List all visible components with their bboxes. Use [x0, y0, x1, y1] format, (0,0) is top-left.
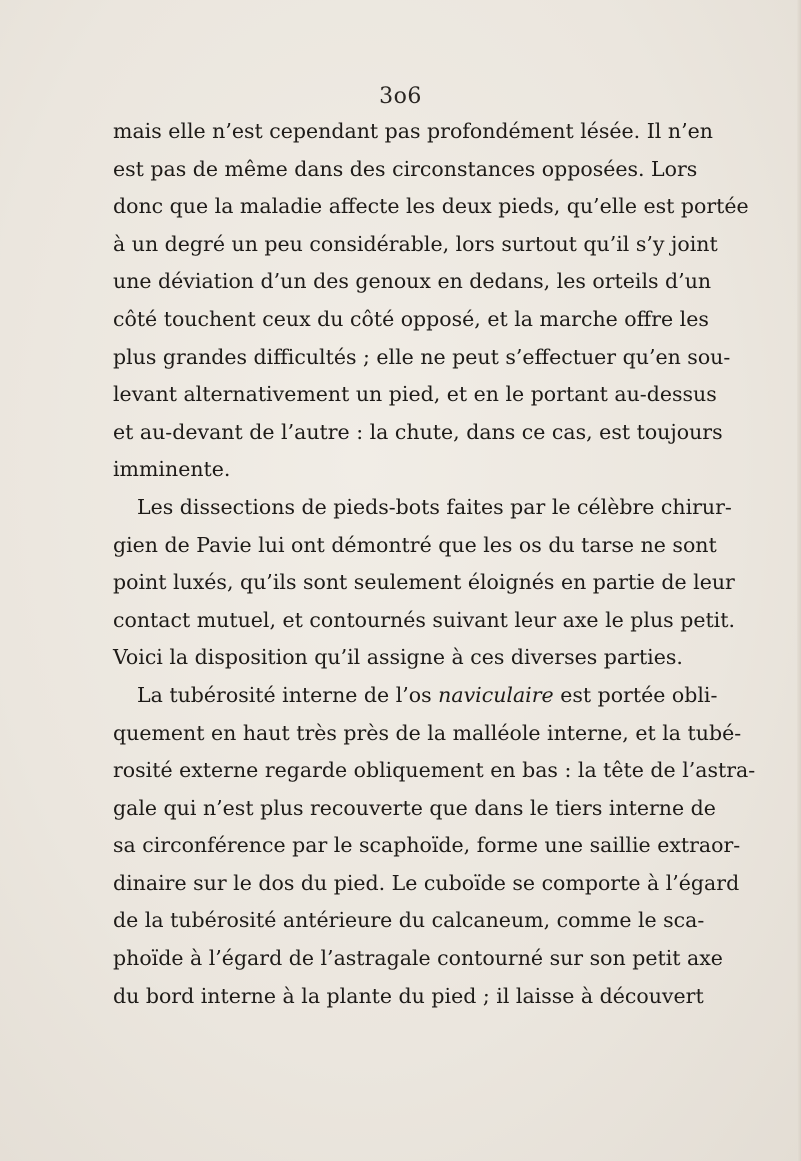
paragraph-2 [113, 489, 735, 677]
text-line: sa circonférence par le scaphoïde, forme une saillie extraor- [113, 833, 741, 858]
text-line: gale qui n’est plus recouverte que dans le tiers interne de [113, 795, 716, 820]
text-line: dinaire sur le dos du pied. Le cuboïde se comporte à l’égard [113, 870, 740, 895]
text-line: mais elle n’est cependant pas profondément lésée. Il n’en [113, 119, 713, 143]
italic-term: naviculaire [438, 682, 554, 707]
text-line: à un degré un peu considérable, lors surtout qu’il s’y joint [113, 231, 718, 256]
text-line: côté touchent ceux du côté opposé, et la marche offre les [113, 306, 709, 331]
text-line: contact mutuel, et contournés suivant leur axe le plus petit. [113, 607, 735, 632]
text-fragment: La tubérosité interne de l’os [137, 682, 439, 707]
page-number: 3o6 [379, 84, 422, 109]
text-line: est pas de même dans des circonstances opposées. Lors [113, 156, 698, 181]
paragraph-1 [113, 113, 749, 489]
text-line: imminente. [113, 457, 231, 482]
body-text [113, 113, 756, 1015]
text-line: et au-devant de l’autre : la chute, dans ce cas, est toujours [113, 419, 723, 444]
paragraph-3 [113, 677, 756, 1015]
text-line: levant alternativement un pied, et en le portant au-dessus [113, 382, 717, 407]
text-line: une déviation d’un des genoux en dedans, les orteils d’un [113, 269, 712, 294]
page-edge-shadow [797, 0, 801, 1161]
text-line: donc que la maladie affecte les deux pieds, qu’elle est portée [113, 194, 749, 219]
text-line: point luxés, qu’ils sont seulement éloignés en partie de leur [113, 570, 735, 595]
text-line: Voici la disposition qu’il assigne à ces diverses parties. [113, 645, 683, 670]
text-line: gien de Pavie lui ont démontré que les os du tarse ne sont [113, 532, 717, 557]
text-line: plus grandes difficultés ; elle ne peut s’effectuer qu’en sou- [113, 344, 731, 369]
text-fragment: est portée obli- [553, 682, 718, 707]
text-line: phoïde à l’égard de l’astragale contourné sur son petit axe [113, 946, 723, 971]
text-line: Les dissections de pieds-bots faites par le célèbre chirur- [137, 494, 732, 519]
text-line: du bord interne à la plante du pied ; il laisse à découvert [113, 983, 704, 1008]
text-line: quement en haut très près de la malléole interne, et la tubé- [113, 720, 742, 745]
text-line: rosité externe regarde obliquement en bas : la tête de l’astra- [113, 758, 756, 783]
text-line [113, 677, 718, 715]
text-line: de la tubérosité antérieure du calcaneum, comme le sca- [113, 908, 705, 933]
